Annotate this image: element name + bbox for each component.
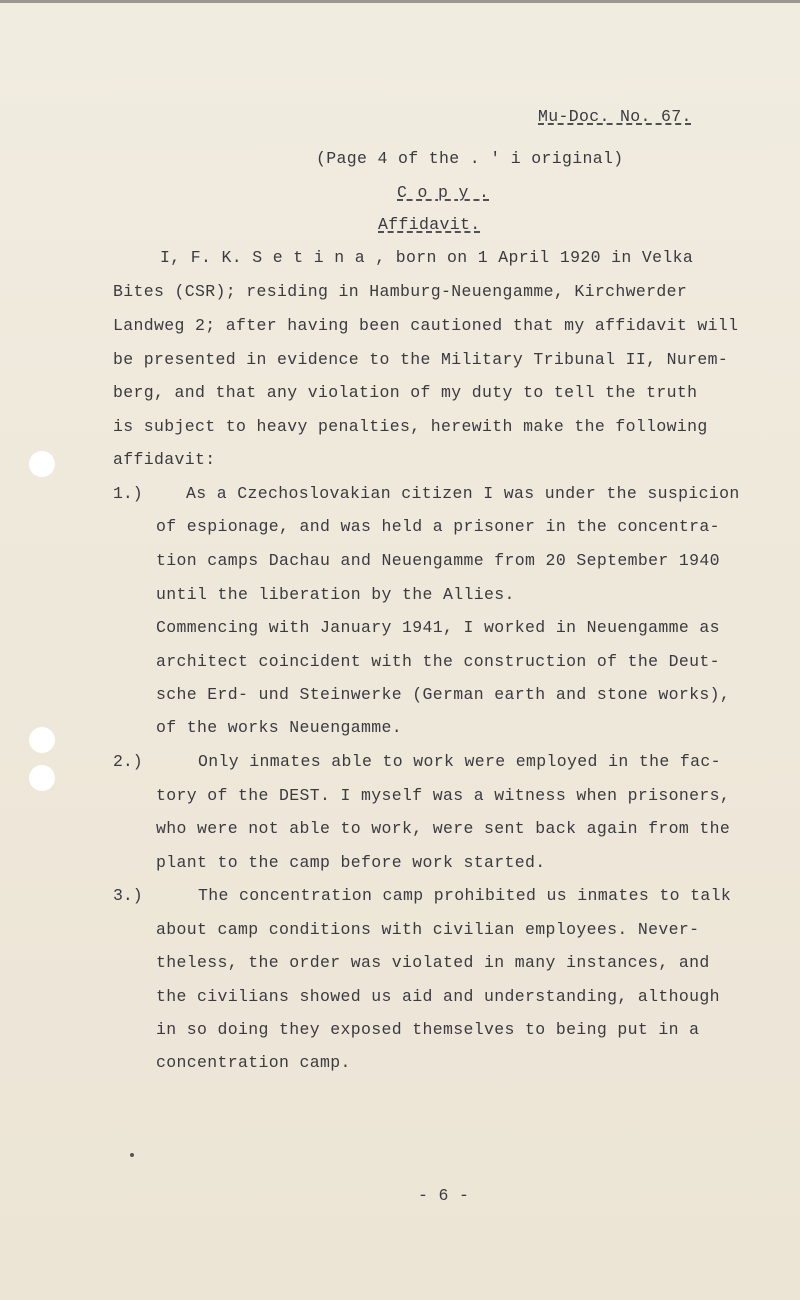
paragraph-line: concentration camp. [156, 1053, 351, 1072]
paragraph-line: in so doing they exposed themselves to being put in a [156, 1020, 700, 1039]
paragraph-line: the civilians showed us aid and understanding, although [156, 987, 720, 1006]
paragraph-line: of espionage, and was held a prisoner in the concentra- [156, 517, 720, 536]
paragraph-line: tory of the DEST. I myself was a witness when prisoners, [156, 786, 731, 805]
page-number: - 6 - [418, 1186, 470, 1205]
paragraph-line: sche Erd- und Steinwerke (German earth and stone works), [156, 685, 731, 704]
paragraph-number: 3.) [113, 886, 143, 905]
paragraph-line: tion camps Dachau and Neuengamme from 20 September 1940 [156, 551, 720, 570]
paragraph-line: who were not able to work, were sent back again from the [156, 819, 731, 838]
intro-line: berg, and that any violation of my duty to tell the truth [113, 383, 698, 402]
intro-line: Bites (CSR); residing in Hamburg-Neuengamme, Kirchwerder [113, 282, 688, 301]
ink-speck [130, 1153, 134, 1157]
paragraph-line: architect coincident with the construction of the Deut- [156, 652, 720, 671]
paragraph-line: As a Czechoslovakian citizen I was under the suspicion [186, 484, 740, 503]
copy-label: C o p y . [397, 183, 490, 202]
intro-line: is subject to heavy penalties, herewith make the following [113, 417, 708, 436]
paragraph-line: about camp conditions with civilian employees. Never- [156, 920, 700, 939]
intro-line: be presented in evidence to the Military Tribunal II, Nurem- [113, 350, 729, 369]
paragraph-line: The concentration camp prohibited us inmates to talk [198, 886, 732, 905]
paragraph-line: Only inmates able to work were employed in the fac- [198, 752, 721, 771]
paragraph-number: 1.) [113, 484, 143, 503]
page-note: (Page 4 of the . ' i original) [316, 149, 624, 168]
punch-hole [29, 765, 55, 791]
paragraph-number: 2.) [113, 752, 143, 771]
punch-hole [29, 727, 55, 753]
paragraph-line: of the works Neuengamme. [156, 718, 403, 737]
paragraph-line: plant to the camp before work started. [156, 853, 546, 872]
punch-hole [29, 451, 55, 477]
intro-line: affidavit: [113, 450, 216, 469]
paragraph-line: until the liberation by the Allies. [156, 585, 515, 604]
intro-line: Landweg 2; after having been cautioned that my affidavit will [113, 316, 739, 335]
intro-line: I, F. K. S e t i n a , born on 1 April 1920 in Velka [160, 248, 694, 267]
paragraph-line: Commencing with January 1941, I worked in Neuengamme as [156, 618, 720, 637]
document-title: Affidavit. [378, 215, 481, 234]
doc-reference: Mu-Doc. No. 67. [538, 107, 692, 126]
paragraph-line: theless, the order was violated in many instances, and [156, 953, 710, 972]
